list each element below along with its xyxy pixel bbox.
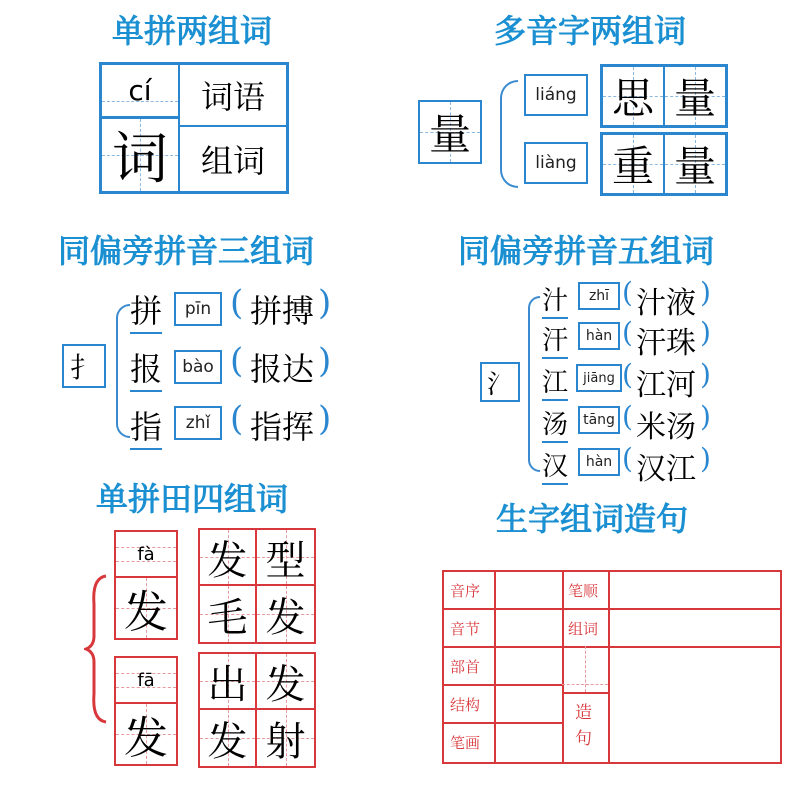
label-yinxu: 音序 [450,582,481,600]
left-paren: ( [622,442,633,475]
row-divider [444,646,562,648]
pinyin-box-zhi [174,406,222,440]
word-hanjiang: 汉江 [636,452,696,487]
radical-water: 氵 [486,369,513,400]
label-yinjie: 音节 [450,620,481,638]
pinyin-cell [102,65,180,119]
grid2-char: 发 [265,661,306,708]
char-cell [603,67,665,125]
grid2-char: 发 [207,718,248,765]
section-title-radical-five-words: 同偏旁拼音五组词 [458,232,715,270]
char-liang: 量 [673,74,716,123]
right-paren: ) [700,358,711,391]
pinyin-han4b: hàn [585,454,613,470]
grid2-char: 射 [265,718,306,765]
pinyin-box-tang [578,406,620,434]
char-fa-2: 发 [124,713,168,764]
character-cell [102,119,180,191]
character-ci: 词 [112,127,168,192]
pinyin-liang2: liáng [535,85,577,105]
pinyin-liang4: liàng [535,153,577,173]
right-paren: ) [318,283,332,323]
char-fa-1: 发 [124,587,168,638]
row-char-zhi1: 汁 [542,280,568,319]
sentence-table [442,570,782,764]
right-paren: ) [318,399,332,439]
grid-cell [200,530,257,586]
word-jianghe: 江河 [636,368,696,403]
pinyin-wrap [116,658,176,702]
col-divider [494,572,496,762]
right-paren: ) [318,341,332,381]
char-cell [665,67,725,125]
char-liang: 量 [673,142,716,191]
word-mitang: 米汤 [636,410,696,445]
char-cell-fa-2 [114,702,178,766]
pinyin-fa4: fà [137,543,155,565]
col-divider [608,572,610,762]
pinyin-box-han4b [578,448,620,476]
word-grid-zhongliang [600,132,728,196]
col-divider [562,572,564,762]
word-cell-1 [180,65,286,127]
polyphone-char-box [418,100,482,164]
grid1-char: 发 [207,537,248,584]
brace [116,304,130,438]
left-paren: ( [622,316,633,349]
right-paren: ) [700,276,711,309]
section-title-single-pinyin-two-words: 单拼两组词 [112,12,273,50]
word-cell-2 [180,127,286,191]
pinyin-box-jiang [576,364,622,392]
pinyin-fa1: fā [137,669,155,691]
row-divider [562,646,780,648]
pinyin-tang: tāng [583,412,615,428]
pinyin-ci: cí [128,74,152,107]
pinyin-box-bao [174,350,222,384]
pinyin-box-pin [174,292,222,326]
char-cell [603,135,665,193]
grid1-char: 型 [265,537,306,584]
pinyin-jiang: jiāng [583,370,615,386]
radical-hand: 扌 [69,351,98,384]
left-paren: ( [622,358,633,391]
grid1-char: 毛 [207,594,248,641]
label-zaoju: 造句 [575,703,592,749]
pinyin-han4: hàn [585,328,613,344]
pinyin-pin: pīn [184,299,212,319]
label-jiegou: 结构 [450,696,481,714]
pinyin-cell-fa4 [114,530,178,578]
row-char-jiang: 江 [542,362,568,401]
grid-cell [257,586,314,642]
section-title-tian-four-words: 单拼田四组词 [96,480,289,518]
label-bishun: 笔顺 [568,582,599,600]
right-paren: ) [700,442,711,475]
row-divider [444,722,562,724]
right-paren: ) [700,316,711,349]
row-char-tang: 汤 [542,404,568,443]
brace [500,80,518,188]
pinyin-wrap [116,532,176,576]
row-char-bao: 报 [130,344,162,392]
tian-grid-2 [198,652,316,768]
grid-cell [200,710,257,766]
grid1-char: 发 [265,594,306,641]
left-paren: ( [230,399,244,439]
word-pinbo: 拼搏 [250,292,315,330]
pinyin-bao: bào [182,357,214,377]
row-char-han4: 汗 [542,320,568,359]
pinyin-box-zhi1 [578,282,620,310]
grid-cell [200,586,257,642]
right-paren: ) [700,400,711,433]
pinyin-box-han4 [578,322,620,350]
left-paren: ( [230,341,244,381]
word-grid-siliang [600,64,728,128]
row-divider [562,692,608,694]
red-brace [84,574,110,724]
row-divider [444,608,562,610]
left-paren: ( [622,276,633,309]
char-zhong: 重 [611,142,654,191]
section-title-radical-three-words: 同偏旁拼音三组词 [58,232,315,270]
char-cell-fa-1 [114,576,178,640]
tian-grid-1 [198,528,316,644]
word-zhihui: 指挥 [250,408,315,446]
char-cell [665,135,725,193]
radical-box-hand [62,344,106,388]
left-paren: ( [622,400,633,433]
section-title-make-sentences: 生字组词造句 [496,500,689,538]
pinyin-box-liang2 [524,74,588,116]
label-bihua: 笔画 [450,734,481,752]
word-card-ci [99,62,289,194]
row-char-zhi: 指 [130,402,162,450]
word-hanzhu: 汗珠 [636,326,696,361]
row-char-pin: 拼 [130,286,162,334]
pinyin-zhi1: zhī [588,288,610,304]
row-char-han4b: 汉 [542,446,568,485]
word-baoda: 报达 [250,350,315,388]
grid-cell [257,654,314,710]
section-title-polyphone-two-words: 多音字两组词 [494,12,687,50]
label-bushou: 部首 [450,658,481,676]
row-divider [444,684,562,686]
grid2-char: 出 [207,661,248,708]
label-zuci: 组词 [568,620,599,638]
left-paren: ( [230,283,244,323]
grid-cell [257,710,314,766]
pinyin-cell-fa1 [114,656,178,704]
char-si: 思 [611,74,654,123]
col-guide [585,646,586,692]
grid-cell [257,530,314,586]
row-divider [562,608,780,610]
word-zhiye: 汁液 [636,286,696,321]
polyphone-character: 量 [428,110,471,159]
pinyin-zhi: zhǐ [185,413,211,433]
word-ciyu: 词语 [200,78,265,116]
word-zuci: 组词 [200,142,265,180]
radical-box-water [480,362,520,402]
brace [528,296,540,472]
grid-cell [200,654,257,710]
pinyin-box-liang4 [524,142,588,184]
